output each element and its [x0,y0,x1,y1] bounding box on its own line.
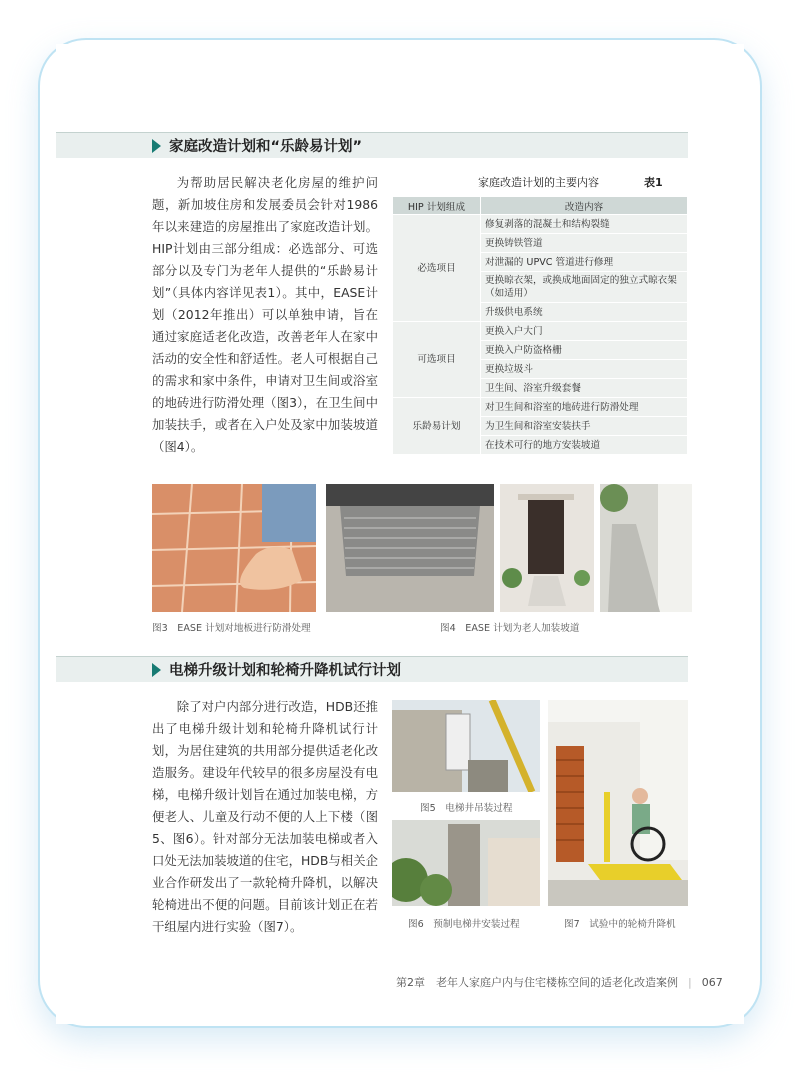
figure-caption: 图5 电梯井吊装过程 [420,803,513,814]
photo-lift-shaft-hoisting [392,700,540,792]
table-cell: 更换入户大门 [481,322,688,341]
table-row [393,322,688,341]
table-cell: 修复剥落的混凝土和结构裂缝 [481,215,688,234]
triangle-bullet-icon [152,139,161,153]
table-row [393,215,688,234]
table-row [393,398,688,417]
table-header: 改造内容 [481,197,688,215]
figure-caption: 图6 预制电梯井安装过程 [408,919,520,930]
table-cell: 更换晾衣架，或换成地面固定的独立式晾衣架（如适用） [481,272,688,303]
photo-entry-ramp-door [500,484,594,612]
page-footer [396,974,723,990]
table-header-row [393,197,688,215]
page-number: 067 [701,976,723,989]
footer-divider: | [688,976,692,989]
body-paragraph-2 [152,696,378,938]
table-number: 表1 [644,176,663,189]
table-cell: 在技术可行的地方安装坡道 [481,436,688,455]
table-cell: 卫生间、浴室升级套餐 [481,379,688,398]
section-heading-2 [56,656,688,682]
table-group: 乐龄易计划 [393,398,481,455]
section-title: 家庭改造计划和“乐龄易计划” [169,139,363,155]
table-cell: 更换垃圾斗 [481,360,688,379]
table-cell: 对泄漏的 UPVC 管道进行修理 [481,253,688,272]
table-header: HIP 计划组成 [393,197,481,215]
photo-wheelchair-lift [548,700,688,906]
table-cell: 更换入户防盗格栅 [481,341,688,360]
triangle-bullet-icon [152,663,161,677]
table-title: 家庭改造计划的主要内容 [478,176,599,189]
table-caption [392,174,688,192]
table-group: 可选项目 [393,322,481,398]
body-paragraph-1 [152,172,378,458]
photo-anti-slip-floor [152,484,316,612]
table-cell: 升级供电系统 [481,303,688,322]
hip-table [392,196,688,455]
table-cell: 更换铸铁管道 [481,234,688,253]
figure-caption: 图4 EASE 计划为老人加装坡道 [440,623,580,634]
figure-caption: 图7 试验中的轮椅升降机 [564,919,676,930]
paragraph-text: 除了对户内部分进行改造，HDB还推出了电梯升级计划和轮椅升降机试行计划，为居住建筑的共用部分提供适老化改造服务。建设年代较早的很多房屋没有电梯，电梯升级计划旨在通过加装电梯，方便老人、儿童及行动不便的人上下楼（图5、图6）。针对部分无法加装电梯或者入口处无法加装坡道的住宅，HDB与相关企业合作研发出了一款轮椅升降机，以解决轮椅进出不便的问题。目前该计划正在若干组屋内进行实验（图7）。 [152,699,378,934]
photo-corridor-ramp [600,484,692,612]
photo-ramp-threshold [326,484,494,612]
figure-caption: 图3 EASE 计划对地板进行防滑处理 [152,623,311,634]
photo-prefab-lift-shaft [392,820,540,906]
chapter-label: 第2章 老年人家庭户内与住宅楼栋空间的适老化改造案例 [396,976,678,989]
section-title: 电梯升级计划和轮椅升降机试行计划 [169,663,401,679]
table-cell: 对卫生间和浴室的地砖进行防滑处理 [481,398,688,417]
section-heading-1 [56,132,688,158]
paragraph-text: 为帮助居民解决老化房屋的维护问题，新加坡住房和发展委员会针对1986年以来建造的房屋推出了家庭改造计划。HIP计划由三部分组成：必选部分、可选部分以及专门为老年人提供的“乐龄易计划”（具体内容详见表1）。其中，EASE计划（2012年推出）可以单独申请，旨在通过家庭适老化改造，改善老年人在家中活动的安全性和舒适性。老人可根据自己的需求和家中条件，申请对卫生间或浴室的地砖进行防滑处理（图3），在卫生间中加装扶手，或者在入户处及家中加装坡道（图4）。 [152,175,378,454]
document-page [56,44,744,1024]
table-group: 必选项目 [393,215,481,322]
table-cell: 为卫生间和浴室安装扶手 [481,417,688,436]
